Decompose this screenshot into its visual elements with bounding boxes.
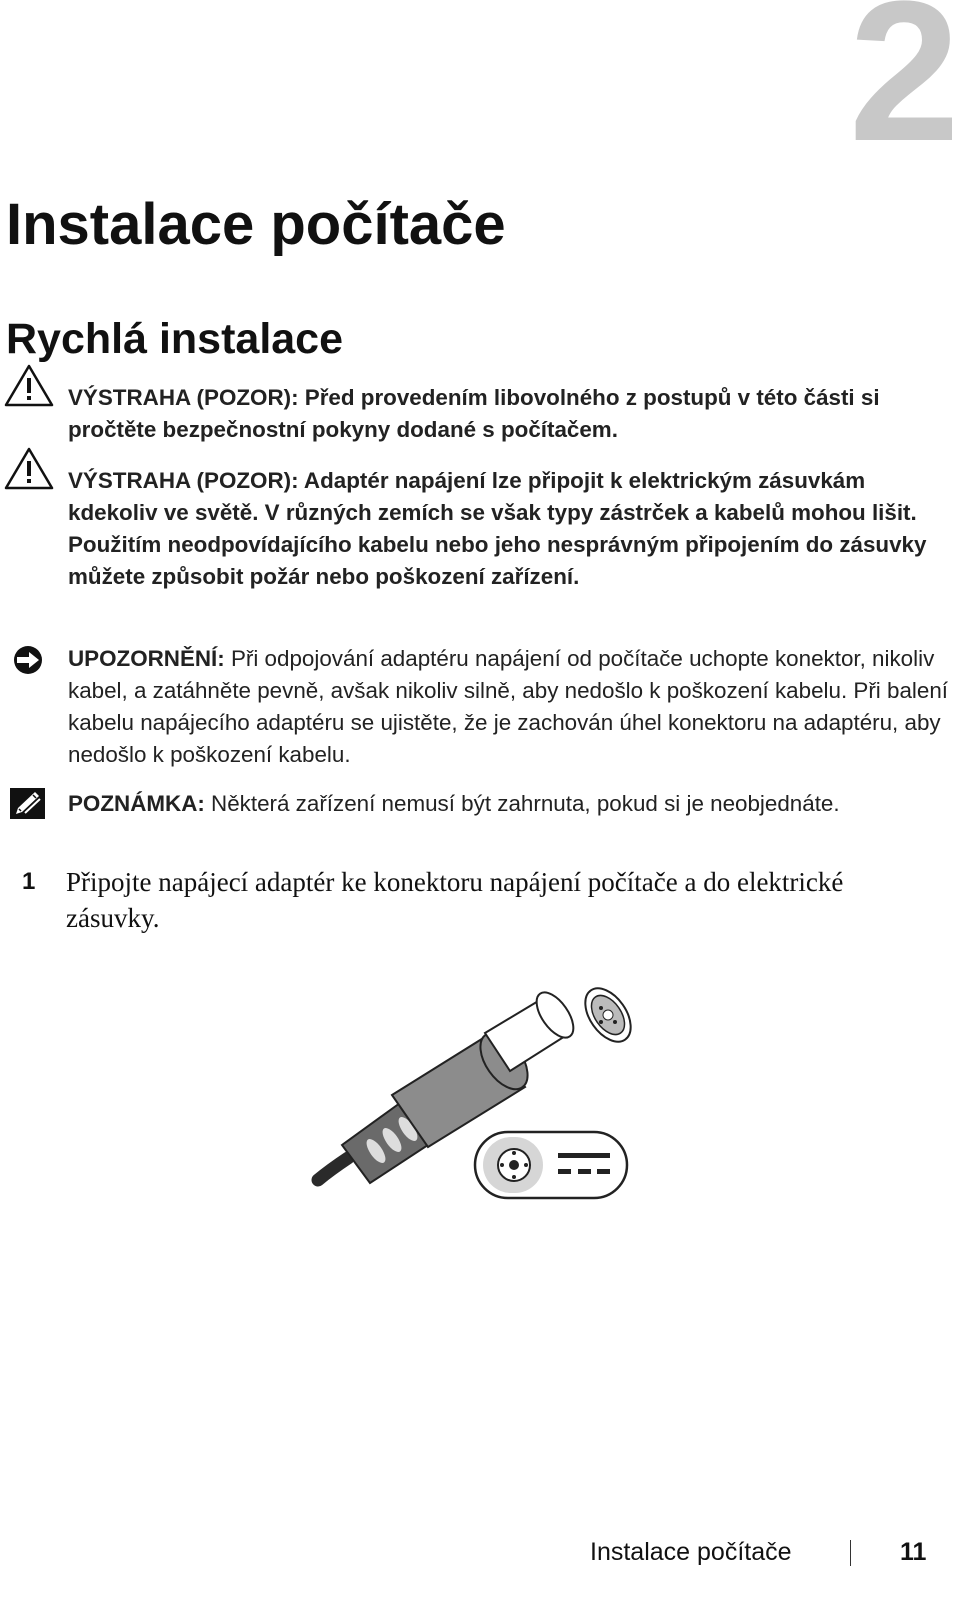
notice-arrow-icon <box>8 645 48 680</box>
note-text: POZNÁMKA: Některá zařízení nemusí být zahrnuta, pokud si je neobjednáte. <box>68 791 840 816</box>
chapter-number: 2 <box>848 0 960 183</box>
warning-text-2: VÝSTRAHA (POZOR): Adaptér napájení lze připojit k elektrickým zásuvkám kdekoliv ve světě. V různých zemích se však typy zástrček a kabelů mohou lišit. Použitím neodpovídajícího kabelu nebo jeho nesprávným připojením do zásuvky můžete způsobit požár nebo poškození zařízení. <box>68 468 927 589</box>
page-title: Instalace počítače <box>6 192 506 257</box>
warning-icon <box>4 447 54 496</box>
footer-divider <box>850 1540 851 1566</box>
section-title: Rychlá instalace <box>6 315 344 363</box>
footer-page-number: 11 <box>900 1538 927 1566</box>
warning-text-1: VÝSTRAHA (POZOR): Před provedením libovolného z postupů v této části si pročtěte bezpečnostní pokyny dodané s počítačem. <box>68 385 880 442</box>
footer-title: Instalace počítače <box>590 1538 792 1566</box>
power-adapter-illustration <box>300 975 650 1220</box>
caution-text: UPOZORNĚNÍ: Při odpojování adaptéru napájení od počítače uchopte konektor, nikoliv kabel, a zatáhněte pevně, avšak nikoliv silně, aby nedošlo k poškození kabelu. Při balení kabelu napájecího adaptéru se ujistěte, že je zachován úhel konektoru na adaptéru, aby nedošlo k poškození kabelu. <box>68 646 949 767</box>
step-number: 1 <box>22 868 36 895</box>
step-text: Připojte napájecí adaptér ke konektoru napájení počítače a do elektrické zásuvky. <box>66 867 844 933</box>
note-pencil-icon <box>8 786 48 827</box>
warning-icon <box>4 364 54 413</box>
